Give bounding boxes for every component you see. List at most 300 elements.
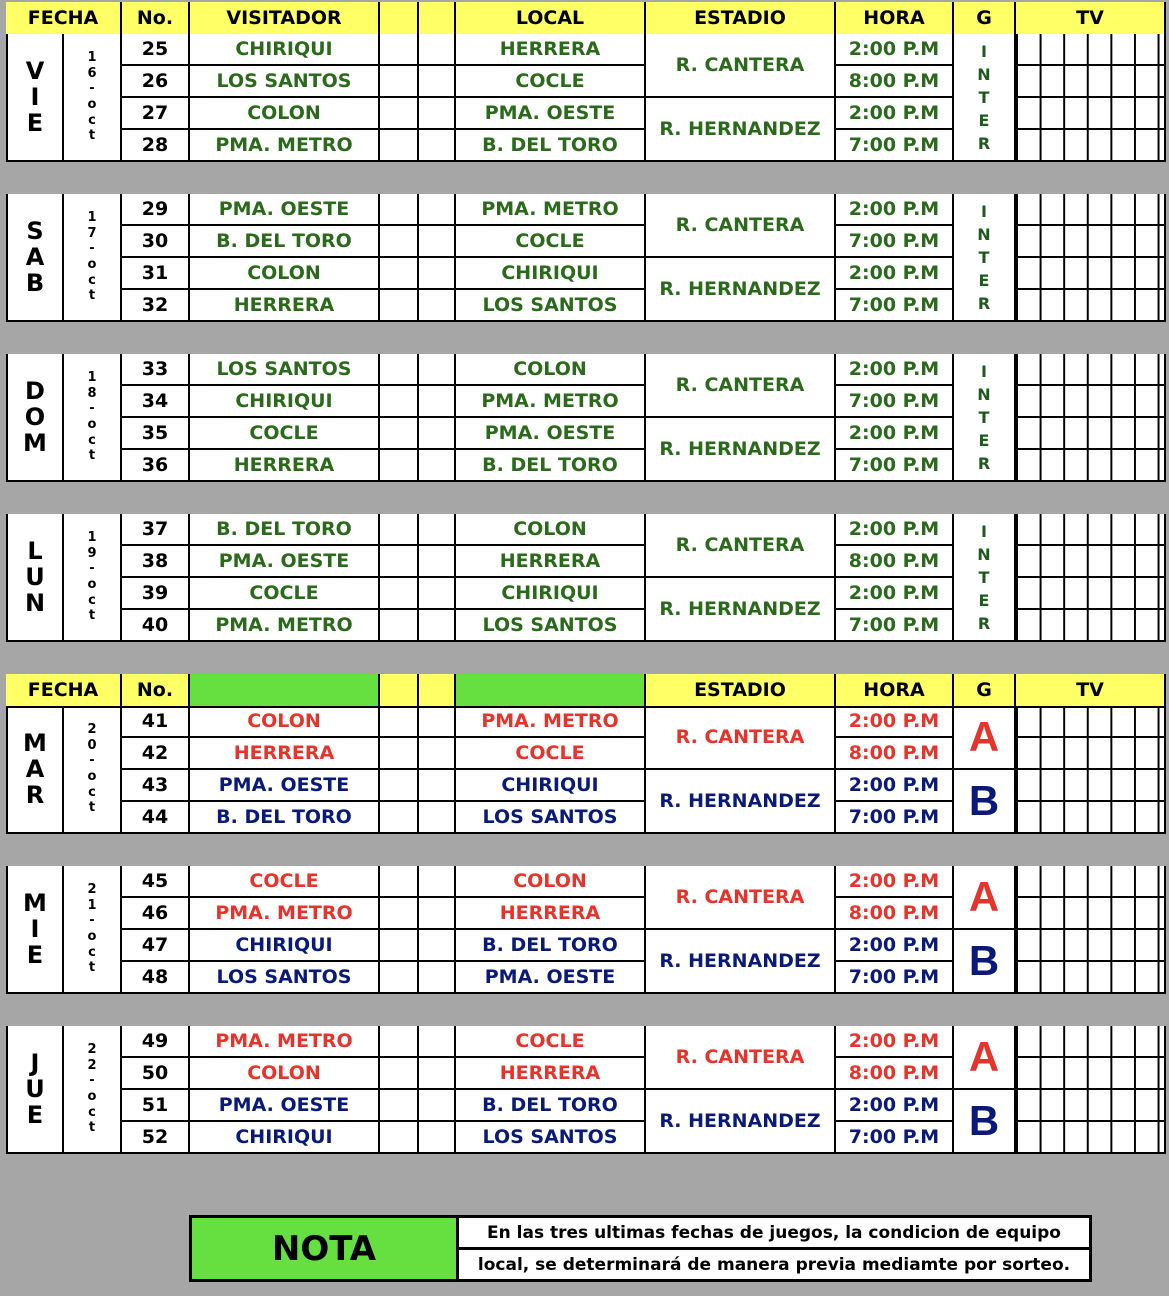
header-local: LOCAL xyxy=(456,2,646,36)
date-char: 1 xyxy=(87,530,97,546)
visitor-team: PMA. METRO xyxy=(190,898,380,930)
group-letter: R xyxy=(977,293,991,313)
date-char: c xyxy=(88,432,96,448)
game-number: 40 xyxy=(122,610,190,642)
stadium: R. CANTERA xyxy=(646,514,836,578)
score-local[interactable] xyxy=(419,738,456,770)
local-team: B. DEL TORO xyxy=(456,450,646,482)
date-cell xyxy=(64,514,122,642)
score-visitor[interactable] xyxy=(380,354,419,386)
day-letter: M xyxy=(23,729,47,757)
group-letter: T xyxy=(978,87,990,107)
day-cell xyxy=(6,34,64,162)
score-local[interactable] xyxy=(419,898,456,930)
game-time: 2:00 P.M xyxy=(836,706,954,738)
header-e2 xyxy=(419,2,456,36)
score-local[interactable] xyxy=(419,546,456,578)
game-number: 26 xyxy=(122,66,190,98)
game-time: 7:00 P.M xyxy=(836,610,954,642)
group-cell xyxy=(954,194,1016,322)
score-visitor[interactable] xyxy=(380,290,419,322)
game-number: 45 xyxy=(122,866,190,898)
score-visitor[interactable] xyxy=(380,514,419,546)
date-char: 2 xyxy=(87,1042,97,1058)
group-letter: N xyxy=(977,224,991,244)
stadium: R. CANTERA xyxy=(646,866,836,930)
group-letter: N xyxy=(977,544,991,564)
nota-line-2: local, se determinará de manera previa mediamte por sorteo. xyxy=(456,1247,1092,1282)
visitor-team: PMA. METRO xyxy=(190,1026,380,1058)
game-number: 34 xyxy=(122,386,190,418)
score-visitor[interactable] xyxy=(380,386,419,418)
score-local[interactable] xyxy=(419,866,456,898)
date-char: 0 xyxy=(87,737,97,753)
date-char: 1 xyxy=(87,370,97,386)
game-time: 7:00 P.M xyxy=(836,130,954,162)
score-visitor[interactable] xyxy=(380,1090,419,1122)
game-time: 7:00 P.M xyxy=(836,226,954,258)
game-number: 28 xyxy=(122,130,190,162)
visitor-team: COLON xyxy=(190,706,380,738)
header-estadio: ESTADIO xyxy=(646,674,836,708)
header-fecha: FECHA xyxy=(6,674,122,708)
score-local[interactable] xyxy=(419,34,456,66)
score-local[interactable] xyxy=(419,66,456,98)
game-number: 50 xyxy=(122,1058,190,1090)
date-char: o xyxy=(87,577,97,592)
date-char: t xyxy=(88,608,96,624)
day-letter: J xyxy=(30,1049,40,1077)
game-time: 7:00 P.M xyxy=(836,290,954,322)
score-local[interactable] xyxy=(419,1026,456,1058)
date-char: t xyxy=(88,960,96,976)
game-number: 46 xyxy=(122,898,190,930)
header-estadio: ESTADIO xyxy=(646,2,836,36)
local-team: COLON xyxy=(456,354,646,386)
day-letter: M xyxy=(23,889,47,917)
visitor-team: PMA. METRO xyxy=(190,610,380,642)
game-time: 7:00 P.M xyxy=(836,386,954,418)
score-visitor[interactable] xyxy=(380,66,419,98)
local-team: PMA. METRO xyxy=(456,194,646,226)
local-team: CHIRIQUI xyxy=(456,770,646,802)
score-visitor[interactable] xyxy=(380,418,419,450)
game-number: 29 xyxy=(122,194,190,226)
score-local[interactable] xyxy=(419,770,456,802)
local-team: B. DEL TORO xyxy=(456,1090,646,1122)
local-team: COCLE xyxy=(456,738,646,770)
date-char: o xyxy=(87,769,97,784)
game-number: 32 xyxy=(122,290,190,322)
score-visitor[interactable] xyxy=(380,578,419,610)
day-cell xyxy=(6,514,64,642)
date-char: - xyxy=(89,241,95,257)
score-local[interactable] xyxy=(419,610,456,642)
group-letter: T xyxy=(978,247,990,267)
date-cell xyxy=(64,194,122,322)
score-local[interactable] xyxy=(419,706,456,738)
visitor-team: HERRERA xyxy=(190,738,380,770)
visitor-team: PMA. OESTE xyxy=(190,194,380,226)
date-cell xyxy=(64,866,122,994)
local-team: COLON xyxy=(456,866,646,898)
group-letter: T xyxy=(978,567,990,587)
score-local[interactable] xyxy=(419,1122,456,1154)
local-team: LOS SANTOS xyxy=(456,1122,646,1154)
date-char: t xyxy=(88,128,96,144)
score-local[interactable] xyxy=(419,226,456,258)
date-char: - xyxy=(89,81,95,97)
date-char: - xyxy=(89,1073,95,1089)
score-visitor[interactable] xyxy=(380,802,419,834)
visitor-team: LOS SANTOS xyxy=(190,354,380,386)
header-tv: TV xyxy=(1016,674,1166,708)
date-char: o xyxy=(87,929,97,944)
group-a: A xyxy=(954,866,1016,930)
score-visitor[interactable] xyxy=(380,706,419,738)
score-visitor[interactable] xyxy=(380,1058,419,1090)
score-visitor[interactable] xyxy=(380,194,419,226)
tv-grid[interactable] xyxy=(1016,34,1166,162)
game-number: 36 xyxy=(122,450,190,482)
day-letter: D xyxy=(25,377,45,405)
local-team: HERRERA xyxy=(456,898,646,930)
tv-grid[interactable] xyxy=(1016,194,1166,322)
date-char: c xyxy=(88,592,96,608)
group-letter: T xyxy=(978,407,990,427)
visitor-team: PMA. OESTE xyxy=(190,770,380,802)
date-char: - xyxy=(89,401,95,417)
header-fecha: FECHA xyxy=(6,2,122,36)
visitor-team: CHIRIQUI xyxy=(190,1122,380,1154)
header-hora: HORA xyxy=(836,674,954,708)
tv-grid[interactable] xyxy=(1016,354,1166,482)
date-cell xyxy=(64,354,122,482)
game-time: 8:00 P.M xyxy=(836,66,954,98)
day-letter: R xyxy=(25,781,45,809)
day-letter: V xyxy=(25,57,45,85)
day-letter: O xyxy=(24,403,46,431)
group-letter: R xyxy=(977,133,991,153)
date-char: t xyxy=(88,800,96,816)
game-time: 2:00 P.M xyxy=(836,770,954,802)
group-letter: E xyxy=(978,430,990,450)
visitor-team: CHIRIQUI xyxy=(190,930,380,962)
game-number: 43 xyxy=(122,770,190,802)
stadium: R. HERNANDEZ xyxy=(646,98,836,162)
nota-label: NOTA xyxy=(189,1215,459,1282)
stadium: R. HERNANDEZ xyxy=(646,770,836,834)
day-letter: M xyxy=(23,429,47,457)
game-number: 38 xyxy=(122,546,190,578)
day-letter: B xyxy=(25,269,45,297)
day-letter: U xyxy=(25,1075,45,1103)
game-number: 48 xyxy=(122,962,190,994)
local-team: CHIRIQUI xyxy=(456,578,646,610)
score-local[interactable] xyxy=(419,1058,456,1090)
visitor-team: COLON xyxy=(190,258,380,290)
game-time: 2:00 P.M xyxy=(836,354,954,386)
stadium: R. CANTERA xyxy=(646,194,836,258)
local-team: COCLE xyxy=(456,1026,646,1058)
date-char: c xyxy=(88,784,96,800)
date-char: 1 xyxy=(87,50,97,66)
visitor-team: PMA. METRO xyxy=(190,130,380,162)
day-letter: E xyxy=(26,941,44,969)
score-visitor[interactable] xyxy=(380,930,419,962)
local-team: COCLE xyxy=(456,66,646,98)
score-local[interactable] xyxy=(419,450,456,482)
day-letter: E xyxy=(26,1101,44,1129)
group-letter: I xyxy=(981,361,987,381)
local-team: HERRERA xyxy=(456,34,646,66)
score-visitor[interactable] xyxy=(380,770,419,802)
score-local[interactable] xyxy=(419,290,456,322)
local-team: COLON xyxy=(456,514,646,546)
game-time: 7:00 P.M xyxy=(836,1122,954,1154)
date-char: 2 xyxy=(87,722,97,738)
group-letter: N xyxy=(977,64,991,84)
game-number: 37 xyxy=(122,514,190,546)
game-number: 31 xyxy=(122,258,190,290)
date-char: 2 xyxy=(87,1057,97,1073)
local-team: PMA. OESTE xyxy=(456,962,646,994)
header-local xyxy=(456,674,646,708)
date-char: o xyxy=(87,1089,97,1104)
group-b: B xyxy=(954,770,1016,834)
date-char: - xyxy=(89,913,95,929)
score-visitor[interactable] xyxy=(380,898,419,930)
score-local[interactable] xyxy=(419,258,456,290)
game-time: 2:00 P.M xyxy=(836,578,954,610)
score-visitor[interactable] xyxy=(380,1122,419,1154)
game-number: 35 xyxy=(122,418,190,450)
header-visitador: VISITADOR xyxy=(190,2,380,36)
group-letter: E xyxy=(978,590,990,610)
header-e1 xyxy=(380,674,419,708)
visitor-team: COCLE xyxy=(190,866,380,898)
visitor-team: B. DEL TORO xyxy=(190,802,380,834)
group-letter: R xyxy=(977,613,991,633)
local-team: COCLE xyxy=(456,226,646,258)
group-b: B xyxy=(954,930,1016,994)
score-local[interactable] xyxy=(419,354,456,386)
visitor-team: COLON xyxy=(190,1058,380,1090)
day-cell xyxy=(6,706,64,834)
header-e2 xyxy=(419,674,456,708)
game-number: 27 xyxy=(122,98,190,130)
date-char: - xyxy=(89,753,95,769)
game-number: 39 xyxy=(122,578,190,610)
score-visitor[interactable] xyxy=(380,258,419,290)
visitor-team: HERRERA xyxy=(190,450,380,482)
local-team: B. DEL TORO xyxy=(456,130,646,162)
group-a: A xyxy=(954,706,1016,770)
score-local[interactable] xyxy=(419,514,456,546)
game-number: 49 xyxy=(122,1026,190,1058)
local-team: HERRERA xyxy=(456,1058,646,1090)
date-char: t xyxy=(88,1120,96,1136)
visitor-team: HERRERA xyxy=(190,290,380,322)
score-local[interactable] xyxy=(419,418,456,450)
score-visitor[interactable] xyxy=(380,450,419,482)
group-letter: R xyxy=(977,453,991,473)
day-cell xyxy=(6,1026,64,1154)
header-visitador xyxy=(190,674,380,708)
visitor-team: LOS SANTOS xyxy=(190,962,380,994)
game-number: 30 xyxy=(122,226,190,258)
visitor-team: COLON xyxy=(190,98,380,130)
date-char: 6 xyxy=(87,65,97,81)
game-time: 2:00 P.M xyxy=(836,930,954,962)
score-local[interactable] xyxy=(419,194,456,226)
date-cell xyxy=(64,34,122,162)
group-letter: E xyxy=(978,270,990,290)
local-team: LOS SANTOS xyxy=(456,290,646,322)
game-number: 47 xyxy=(122,930,190,962)
visitor-team: B. DEL TORO xyxy=(190,514,380,546)
score-visitor[interactable] xyxy=(380,962,419,994)
day-letter: I xyxy=(30,915,40,943)
score-local[interactable] xyxy=(419,930,456,962)
header-e1 xyxy=(380,2,419,36)
group-cell xyxy=(954,34,1016,162)
day-letter: U xyxy=(25,563,45,591)
stadium: R. CANTERA xyxy=(646,1026,836,1090)
date-char: t xyxy=(88,288,96,304)
group-cell xyxy=(954,514,1016,642)
group-letter: E xyxy=(978,110,990,130)
score-local[interactable] xyxy=(419,962,456,994)
local-team: LOS SANTOS xyxy=(456,610,646,642)
score-visitor[interactable] xyxy=(380,226,419,258)
game-number: 33 xyxy=(122,354,190,386)
day-letter: A xyxy=(25,243,45,271)
game-time: 2:00 P.M xyxy=(836,194,954,226)
tv-grid[interactable] xyxy=(1016,1026,1166,1154)
score-local[interactable] xyxy=(419,386,456,418)
local-team: PMA. METRO xyxy=(456,386,646,418)
stadium: R. HERNANDEZ xyxy=(646,930,836,994)
game-number: 51 xyxy=(122,1090,190,1122)
nota-line-1: En las tres ultimas fechas de juegos, la condicion de equipo xyxy=(456,1215,1092,1250)
group-cell xyxy=(954,354,1016,482)
stadium: R. HERNANDEZ xyxy=(646,578,836,642)
game-time: 8:00 P.M xyxy=(836,546,954,578)
visitor-team: COCLE xyxy=(190,578,380,610)
local-team: LOS SANTOS xyxy=(456,802,646,834)
date-char: 1 xyxy=(87,897,97,913)
date-char: 7 xyxy=(87,225,97,241)
day-cell xyxy=(6,866,64,994)
local-team: PMA. OESTE xyxy=(456,418,646,450)
visitor-team: CHIRIQUI xyxy=(190,386,380,418)
day-cell xyxy=(6,194,64,322)
date-char: 9 xyxy=(87,545,97,561)
stadium: R. CANTERA xyxy=(646,34,836,98)
day-letter: N xyxy=(24,589,46,617)
visitor-team: PMA. OESTE xyxy=(190,1090,380,1122)
stadium: R. CANTERA xyxy=(646,354,836,418)
header-g: G xyxy=(954,2,1016,36)
group-letter: N xyxy=(977,384,991,404)
score-visitor[interactable] xyxy=(380,610,419,642)
group-letter: I xyxy=(981,41,987,61)
score-local[interactable] xyxy=(419,802,456,834)
header-no: No. xyxy=(122,2,190,36)
date-char: c xyxy=(88,944,96,960)
score-local[interactable] xyxy=(419,1090,456,1122)
visitor-team: CHIRIQUI xyxy=(190,34,380,66)
day-letter: S xyxy=(26,217,44,245)
score-visitor[interactable] xyxy=(380,1026,419,1058)
local-team: CHIRIQUI xyxy=(456,258,646,290)
score-visitor[interactable] xyxy=(380,34,419,66)
game-time: 2:00 P.M xyxy=(836,98,954,130)
day-letter: L xyxy=(27,537,43,565)
game-time: 2:00 P.M xyxy=(836,1090,954,1122)
date-cell xyxy=(64,706,122,834)
score-visitor[interactable] xyxy=(380,866,419,898)
group-a: A xyxy=(954,1026,1016,1090)
score-visitor[interactable] xyxy=(380,738,419,770)
tv-grid[interactable] xyxy=(1016,866,1166,994)
stadium: R. HERNANDEZ xyxy=(646,258,836,322)
game-time: 8:00 P.M xyxy=(836,1058,954,1090)
day-letter: E xyxy=(26,109,44,137)
header-hora: HORA xyxy=(836,2,954,36)
score-local[interactable] xyxy=(419,130,456,162)
visitor-team: PMA. OESTE xyxy=(190,546,380,578)
visitor-team: COCLE xyxy=(190,418,380,450)
score-visitor[interactable] xyxy=(380,546,419,578)
date-char: c xyxy=(88,112,96,128)
date-char: c xyxy=(88,1104,96,1120)
local-team: PMA. METRO xyxy=(456,706,646,738)
visitor-team: LOS SANTOS xyxy=(190,66,380,98)
date-char: t xyxy=(88,448,96,464)
game-number: 42 xyxy=(122,738,190,770)
visitor-team: B. DEL TORO xyxy=(190,226,380,258)
group-b: B xyxy=(954,1090,1016,1154)
game-time: 7:00 P.M xyxy=(836,962,954,994)
header-no: No. xyxy=(122,674,190,708)
date-char: 1 xyxy=(87,210,97,226)
game-time: 7:00 P.M xyxy=(836,450,954,482)
score-visitor[interactable] xyxy=(380,130,419,162)
game-time: 2:00 P.M xyxy=(836,514,954,546)
day-letter: I xyxy=(30,83,40,111)
date-char: 2 xyxy=(87,882,97,898)
game-time: 2:00 P.M xyxy=(836,258,954,290)
date-char: o xyxy=(87,97,97,112)
game-time: 2:00 P.M xyxy=(836,866,954,898)
group-letter: I xyxy=(981,521,987,541)
score-local[interactable] xyxy=(419,578,456,610)
date-char: 8 xyxy=(87,385,97,401)
header-g: G xyxy=(954,674,1016,708)
date-char: c xyxy=(88,272,96,288)
date-cell xyxy=(64,1026,122,1154)
group-letter: I xyxy=(981,201,987,221)
score-local[interactable] xyxy=(419,98,456,130)
game-time: 7:00 P.M xyxy=(836,802,954,834)
local-team: HERRERA xyxy=(456,546,646,578)
game-time: 2:00 P.M xyxy=(836,418,954,450)
score-visitor[interactable] xyxy=(380,98,419,130)
tv-grid[interactable] xyxy=(1016,706,1166,834)
tv-grid[interactable] xyxy=(1016,514,1166,642)
